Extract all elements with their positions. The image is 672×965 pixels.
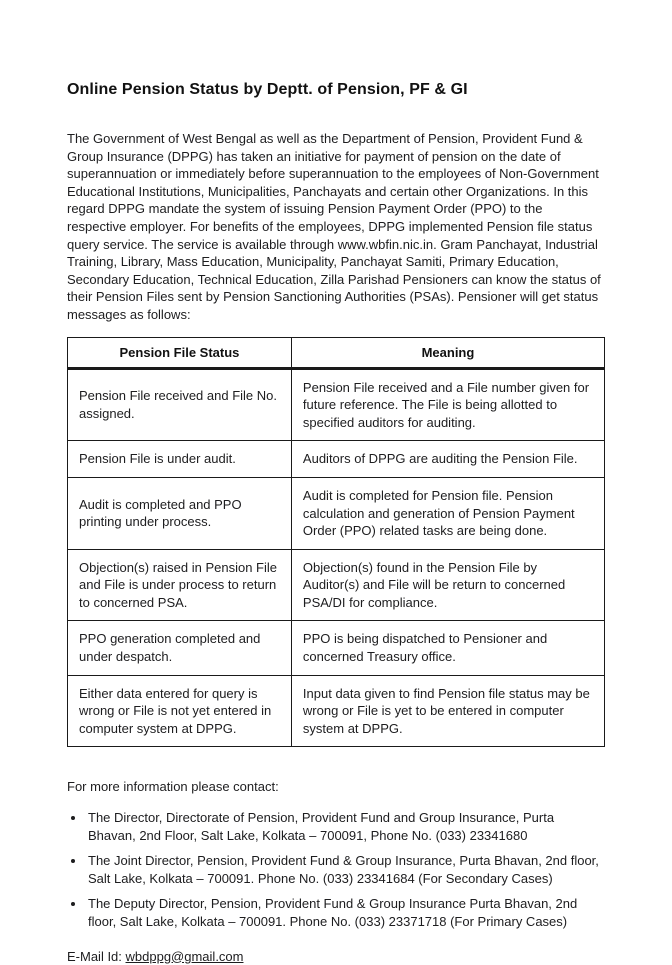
status-cell: Pension File received and File No. assigned.	[68, 368, 292, 441]
contact-heading: For more information please contact:	[67, 779, 279, 795]
email-label: E-Mail Id:	[67, 948, 126, 964]
status-cell: Pension File is under audit.	[68, 441, 292, 478]
intro-paragraph: The Government of West Bengal as well as the Department of Pension, Provident Fund & Group Insurance (DPPG) has taken an initiative for payment of pension on the date of superannuation or immediately before superannuation to the employees of Non-Government Educational Institutions, Municipalities, Panchayats and certain other Organizations. In this regard DPPG mandate the system of issuing Pension Payment Order (PPO) to the respective employer. For benefits of the employees, DPPG implemented Pension file status query service. The service is available through www.wbfin.nic.in. Gram Panchayat, Industrial Training, Library, Mass Education, Municipality, Panchayat Samiti, Primary Education, Secondary Education, Technical Education, Zilla Parishad Pensioners can know the status of their Pension Files sent by Pension Sanctioning Authorities (PSAs). Pensioner will get status messages as follows:	[67, 131, 601, 322]
pension-status-table	[67, 337, 605, 748]
column-header-meaning: Meaning	[291, 337, 604, 368]
contact-item-deputy-director: • The Deputy Director, Pension, Provident Fund & Group Insurance Purta Bhavan, 2nd floor, Salt Lake, Kolkata – 700091. Phone No. (033) 23371718 (For Primary Cases)	[86, 895, 605, 930]
contact-item-joint-director: • The Joint Director, Pension, Provident Fund & Group Insurance, Purta Bhavan, 2nd floor, Salt Lake, Kolkata – 700091. Phone No. (033) 23341684 (For Secondary Cases)	[86, 852, 605, 887]
table-row	[68, 621, 605, 675]
email-link[interactable]: wbdppg@gmail.com	[125, 948, 244, 964]
meaning-cell: Objection(s) found in the Pension File by Auditor(s) and File will be return to concerned PSA/DI for compliance.	[291, 549, 604, 621]
email-line	[67, 948, 605, 965]
meaning-cell: Pension File received and a File number given for future reference. The File is being allotted to specified auditors for auditing.	[291, 368, 604, 441]
meaning-cell: Input data given to find Pension file status may be wrong or File is yet to be entered in computer system at DPPG.	[291, 675, 604, 747]
meaning-cell: PPO is being dispatched to Pensioner and concerned Treasury office.	[291, 621, 604, 675]
table-row	[68, 675, 605, 747]
status-cell: Objection(s) raised in Pension File and File is under process to return to concerned PSA.	[68, 549, 292, 621]
page-title: Online Pension Status by Deptt. of Pension, PF & GI	[67, 81, 468, 98]
contact-item-director: • The Director, Directorate of Pension, Provident Fund and Group Insurance, Purta Bhavan, 2nd Floor, Salt Lake, Kolkata – 700091, Phone No. (033) 23341680	[86, 809, 605, 844]
meaning-cell: Auditors of DPPG are auditing the Pension File.	[291, 441, 604, 478]
table-row	[68, 368, 605, 441]
table-row	[68, 549, 605, 621]
status-cell: Either data entered for query is wrong or File is not yet entered in computer system at DPPG.	[68, 675, 292, 747]
table-row	[68, 477, 605, 549]
status-cell: PPO generation completed and under despatch.	[68, 621, 292, 675]
contact-list	[67, 809, 605, 931]
meaning-cell: Audit is completed for Pension file. Pension calculation and generation of Pension Payment Order (PPO) related tasks are being done.	[291, 477, 604, 549]
table-header-row	[68, 337, 605, 368]
table-row	[68, 441, 605, 478]
status-cell: Audit is completed and PPO printing under process.	[68, 477, 292, 549]
column-header-pension-file-status: Pension File Status	[68, 337, 292, 368]
